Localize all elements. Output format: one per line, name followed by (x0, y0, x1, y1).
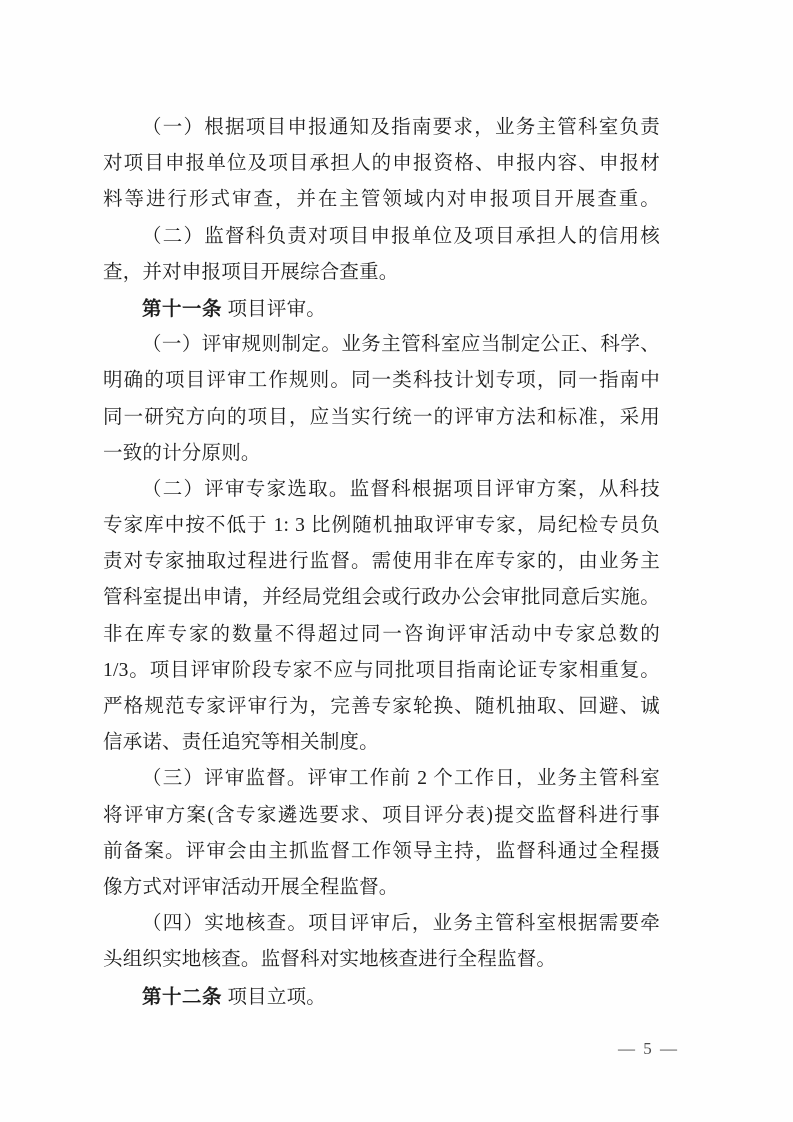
text-line: 对项目申报单位及项目承担人的申报资格、申报内容、申报材 (103, 153, 660, 175)
text-line: 料等进行形式审查，并在主管领域内对申报项目开展查重。 (103, 189, 660, 211)
text-line: 头组织实地核查。监督科对实地核查进行全程监督。 (103, 949, 557, 971)
text-line: （一）根据项目申报通知及指南要求，业务主管科室负责 (142, 117, 660, 138)
page-number: — 5 — (618, 1039, 679, 1058)
text-line: （四）实地核查。项目评审后，业务主管科室根据需要牵 (142, 913, 660, 935)
text-line: 同一研究方向的项目，应当实行统一的评审方法和标准，采用 (103, 406, 660, 428)
text-line: 严格规范专家评审行为，完善专家轮换、随机抽取、回避、诚 (103, 696, 660, 717)
text-line: 非在库专家的数量不得超过同一咨询评审活动中专家总数的 (103, 623, 660, 645)
text-line: （二）监督科负责对项目申报单位及项目承担人的信用核 (142, 225, 660, 247)
article-number: 第十二条 (142, 985, 223, 1008)
article-number: 第十一条 (142, 297, 223, 320)
text-line: 管科室提出申请，并经局党组会或行政办公会审批同意后实施。 (103, 587, 660, 609)
text-line: 查，并对申报项目开展综合查重。 (103, 261, 399, 283)
text-line: 明确的项目评审工作规则。同一类科技计划专项，同一指南中 (103, 370, 660, 392)
text-line: 1/3。项目评审阶段专家不应与同批项目指南论证专家相重复。 (103, 659, 660, 681)
text-line: 信承诺、责任追究等相关制度。 (103, 732, 379, 754)
text-line: 将评审方案(含专家遴选要求、项目评分表)提交监督科进行事 (103, 804, 660, 826)
text-line: （二）评审专家选取。监督科根据项目评审方案，从科技 (142, 478, 660, 500)
text-line: 责对专家抽取过程进行监督。需使用非在库专家的，由业务主 (103, 551, 660, 573)
text-line: 专家库中按不低于 1: 3 比例随机抽取评审专家，局纪检专员负 (103, 515, 660, 537)
text-line: （一）评审规则制定。业务主管科室应当制定公正、科学、 (142, 334, 660, 356)
document-body (103, 110, 660, 1015)
text-line: 像方式对评审活动开展全程监督。 (103, 876, 399, 898)
text-line: 前备案。评审会由主抓监督工作领导主持，监督科通过全程摄 (103, 840, 660, 862)
article-heading-line: 第十二条 项目立项。 (142, 985, 326, 1008)
article-heading-line: 第十一条 项目评审。 (142, 297, 326, 320)
text-line: （三）评审监督。评审工作前 2 个工作日，业务主管科室 (142, 768, 660, 790)
text-line: 一致的计分原则。 (103, 442, 261, 464)
